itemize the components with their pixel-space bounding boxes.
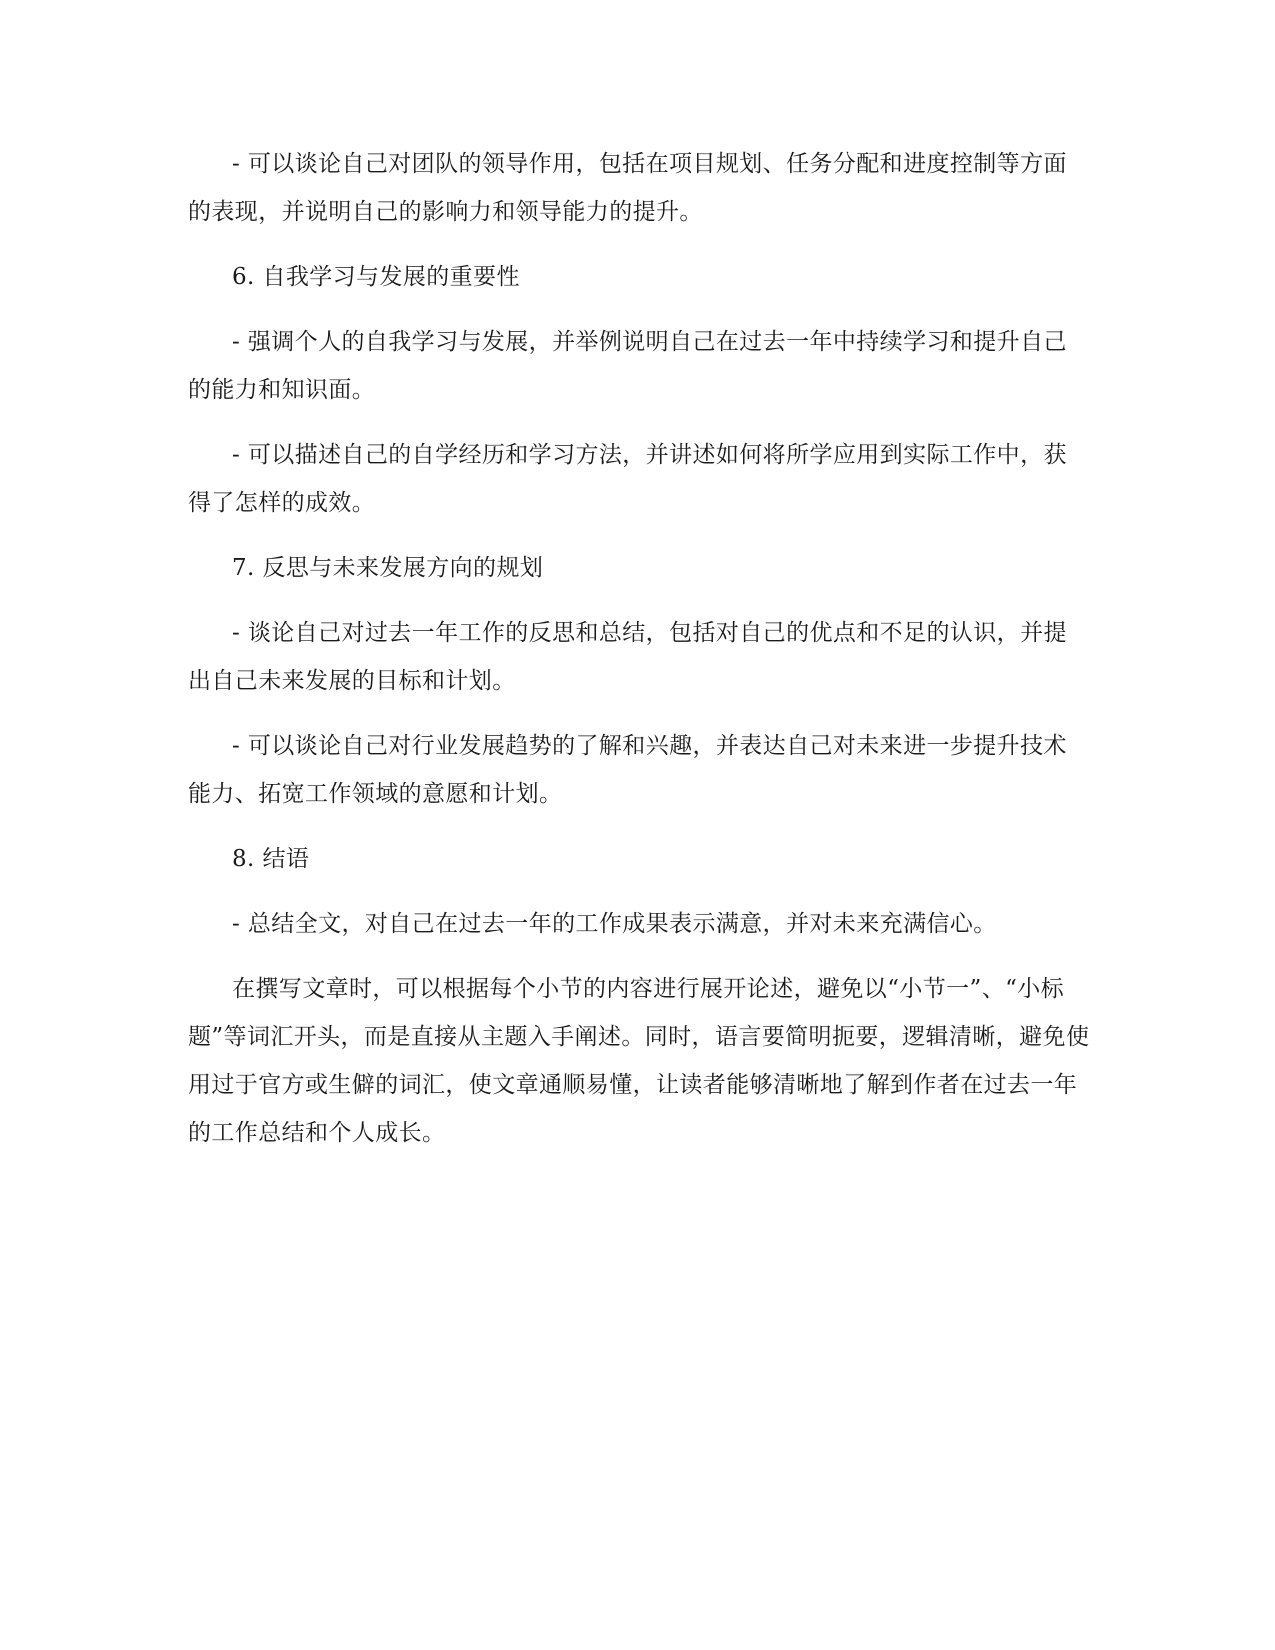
section-heading-7: 7. 反思与未来发展方向的规划: [232, 555, 544, 581]
paragraph-learning-methods: - 可以描述自己的自学经历和学习方法，并讲述如何将所学应用到实际工作中，获得了怎样的成效。: [188, 442, 1067, 516]
document-page: [188, 140, 1090, 1174]
paragraph-leadership: - 可以谈论自己对团队的领导作用，包括在项目规划、任务分配和进度控制等方面的表现，并说明自己的影响力和领导能力的提升。: [188, 151, 1067, 225]
paragraph-conclusion: - 总结全文，对自己在过去一年的工作成果表示满意，并对未来充满信心。: [232, 911, 997, 937]
section-heading-6: 6. 自我学习与发展的重要性: [232, 264, 520, 290]
paragraph-reflection: - 谈论自己对过去一年工作的反思和总结，包括对自己的优点和不足的认识，并提出自己未来发展的目标和计划。: [188, 620, 1067, 694]
section-heading-8: 8. 结语: [232, 846, 310, 872]
paragraph-self-learning: - 强调个人的自我学习与发展，并举例说明自己在过去一年中持续学习和提升自己的能力和知识面。: [188, 329, 1067, 403]
paragraph-writing-advice: 在撰写文章时，可以根据每个小节的内容进行展开论述，避免以“小节一”、“小标题”等词汇开头，而是直接从主题入手阐述。同时，语言要简明扼要，逻辑清晰，避免使用过于官方或生僻的词汇，使文章通顺易懂，让读者能够清晰地了解到作者在过去一年的工作总结和个人成长。: [188, 976, 1090, 1146]
paragraph-industry-trends: - 可以谈论自己对行业发展趋势的了解和兴趣，并表达自己对未来进一步提升技术能力、拓宽工作领域的意愿和计划。: [188, 733, 1067, 807]
